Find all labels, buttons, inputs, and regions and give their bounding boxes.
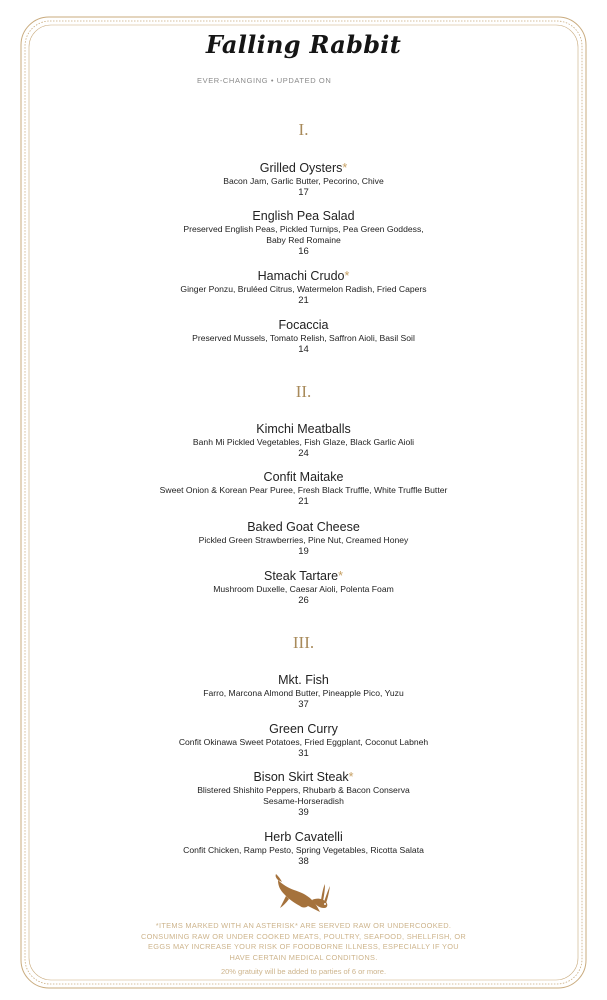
item-name: Kimchi Meatballs xyxy=(256,422,351,436)
raw-asterisk: * xyxy=(348,770,354,784)
item-description: Sweet Onion & Korean Pear Puree, Fresh Black Truffle, White Truffle Butter xyxy=(159,485,448,495)
raw-asterisk: * xyxy=(344,269,350,283)
item-name: Bison Skirt Steak xyxy=(253,770,349,784)
raw-food-disclaimer: *ITEMS MARKED WITH AN ASTERISK* ARE SERVED RAW OR UNDERCOOKED. CONSUMING RAW OR UNDER COOKED MEATS, POULTRY, SEAFOOD, SHELLFISH, OR EGGS MAY INCREASE YOUR RISK OF FOODBORNE ILLNESS, ESPECIALLY IF YOU HAVE CERTAIN MEDICAL CONDITIONS. xyxy=(140,921,467,962)
menu-item xyxy=(0,422,607,460)
item-name: Baked Goat Cheese xyxy=(247,520,360,534)
item-description: Ginger Ponzu, Bruléed Citrus, Watermelon Radish, Fried Capers xyxy=(180,284,427,294)
section-heading: I. xyxy=(298,120,309,139)
section-heading: III. xyxy=(292,633,315,652)
item-description: Banh Mi Pickled Vegetables, Fish Glaze, Black Garlic Aioli xyxy=(192,437,415,447)
item-price: 17 xyxy=(298,187,309,198)
item-price: 14 xyxy=(298,344,309,355)
menu-item xyxy=(0,770,607,819)
item-description: Blistered Shishito Peppers, Rhubarb & Bacon Conserva xyxy=(197,785,410,795)
item-description-line2: Baby Red Romaine xyxy=(266,235,341,245)
item-name: English Pea Salad xyxy=(252,209,355,223)
item-name: Hamachi Crudo xyxy=(257,269,345,283)
menu-item xyxy=(0,830,607,868)
item-price: 26 xyxy=(298,595,309,606)
rabbit-icon xyxy=(272,870,334,916)
item-price: 21 xyxy=(298,295,309,306)
item-description: Farro, Marcona Almond Butter, Pineapple Pico, Yuzu xyxy=(203,688,404,698)
item-price: 24 xyxy=(298,448,309,459)
menu-subtitle: EVER-CHANGING • UPDATED ON xyxy=(197,76,332,85)
restaurant-title: Falling Rabbit xyxy=(205,30,402,59)
item-price: 16 xyxy=(298,246,309,257)
item-price: 37 xyxy=(298,699,309,710)
item-description: Confit Okinawa Sweet Potatoes, Fried Eggplant, Coconut Labneh xyxy=(178,737,429,747)
menu-item xyxy=(0,569,607,607)
item-name: Mkt. Fish xyxy=(278,673,329,687)
menu-item xyxy=(0,520,607,558)
item-description-line2: Sesame-Horseradish xyxy=(263,796,344,806)
menu-item xyxy=(0,161,607,199)
item-name: Focaccia xyxy=(278,318,329,332)
menu-item xyxy=(0,722,607,760)
item-description: Preserved English Peas, Pickled Turnips, Pea Green Goddess, xyxy=(183,224,424,234)
item-description: Mushroom Duxelle, Caesar Aioli, Polenta Foam xyxy=(213,584,394,594)
menu-item xyxy=(0,209,607,258)
gratuity-note: 20% gratuity will be added to parties of 6 or more. xyxy=(220,967,387,976)
item-price: 38 xyxy=(298,856,309,867)
item-name: Green Curry xyxy=(269,722,338,736)
section-heading: II. xyxy=(295,382,312,401)
menu-item xyxy=(0,318,607,356)
item-name: Confit Maitake xyxy=(263,470,344,484)
item-price: 19 xyxy=(298,546,309,557)
menu-item xyxy=(0,269,607,307)
raw-asterisk: * xyxy=(342,161,348,175)
raw-asterisk: * xyxy=(338,569,343,583)
item-description: Pickled Green Strawberries, Pine Nut, Creamed Honey xyxy=(198,535,409,545)
item-description: Preserved Mussels, Tomato Relish, Saffron Aioli, Basil Soil xyxy=(192,333,415,343)
item-price: 31 xyxy=(298,748,309,759)
item-name: Herb Cavatelli xyxy=(264,830,343,844)
item-description: Bacon Jam, Garlic Butter, Pecorino, Chive xyxy=(223,176,384,186)
item-description: Confit Chicken, Ramp Pesto, Spring Vegetables, Ricotta Salata xyxy=(183,845,424,855)
menu-item xyxy=(0,673,607,711)
item-price: 21 xyxy=(298,496,309,507)
item-name: Grilled Oysters xyxy=(259,161,343,175)
item-price: 39 xyxy=(298,807,309,818)
menu-item xyxy=(0,470,607,508)
item-name: Steak Tartare xyxy=(264,569,339,583)
